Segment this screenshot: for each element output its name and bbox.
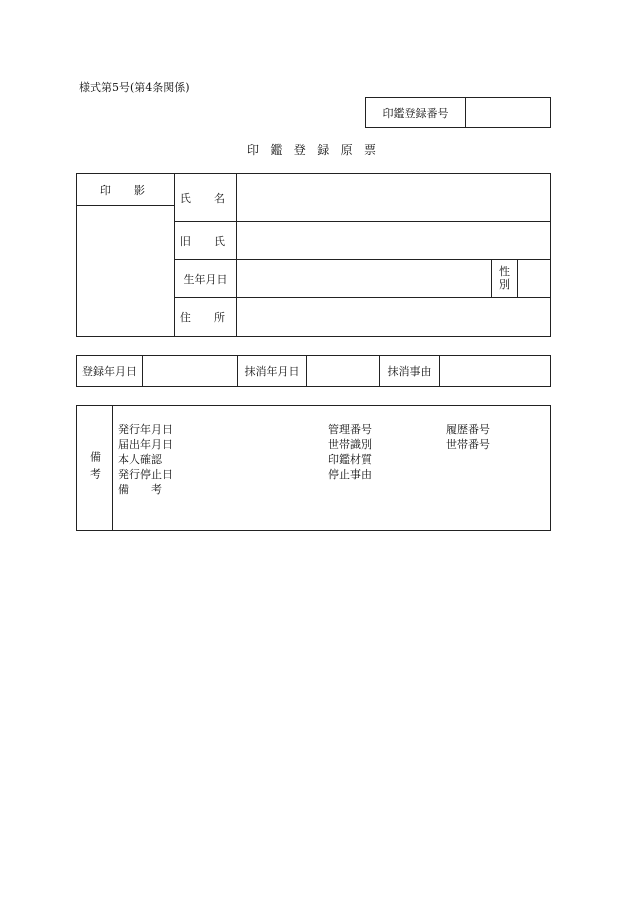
remarks-col-1 — [118, 422, 173, 497]
remarks-side-label-cell — [76, 405, 113, 531]
registration-date-field[interactable] — [142, 355, 238, 387]
registration-date-label: 登録年月日 — [76, 355, 143, 387]
gender-field[interactable] — [517, 259, 551, 298]
remarks-col-3 — [446, 422, 490, 452]
name-field[interactable] — [236, 173, 551, 222]
remarks-issue-date: 発行年月日 — [118, 423, 173, 436]
gender-label: 性 別 — [491, 259, 518, 298]
remarks-issue-stop-date: 発行停止日 — [118, 468, 173, 481]
remarks-management-number: 管理番号 — [328, 423, 372, 436]
remarks-seal-material: 印鑑材質 — [328, 453, 372, 466]
birthdate-field[interactable] — [236, 259, 492, 298]
seal-impression-label: 印 影 — [76, 173, 175, 206]
address-label: 住 所 — [174, 297, 237, 337]
name-label: 氏 名 — [174, 173, 237, 222]
remarks-stop-reason: 停止事由 — [328, 468, 372, 481]
former-name-field[interactable] — [236, 221, 551, 260]
remarks-notification-date: 届出年月日 — [118, 438, 173, 451]
birthdate-label: 生年月日 — [174, 259, 237, 298]
registration-number-field[interactable] — [465, 97, 551, 128]
deletion-reason-field[interactable] — [439, 355, 551, 387]
address-field[interactable] — [236, 297, 551, 337]
form-label: 様式第5号(第4条関係) — [79, 81, 190, 94]
remarks-identity-check: 本人確認 — [118, 453, 162, 466]
registration-number-label: 印鑑登録番号 — [365, 97, 466, 128]
remarks-col-2 — [328, 422, 372, 482]
deletion-date-label: 抹消年月日 — [237, 355, 307, 387]
remarks-household-id: 世帯識別 — [328, 438, 372, 451]
remarks-history-number: 履歴番号 — [446, 423, 490, 436]
seal-impression-box — [76, 205, 175, 337]
former-name-label: 旧 氏 — [174, 221, 237, 260]
remarks-side-label: 備考 — [88, 450, 102, 486]
remarks-notes: 備 考 — [118, 483, 162, 496]
deletion-reason-label: 抹消事由 — [379, 355, 440, 387]
deletion-date-field[interactable] — [306, 355, 380, 387]
page-title: 印鑑登録原票 — [247, 143, 388, 157]
remarks-household-number: 世帯番号 — [446, 438, 490, 451]
